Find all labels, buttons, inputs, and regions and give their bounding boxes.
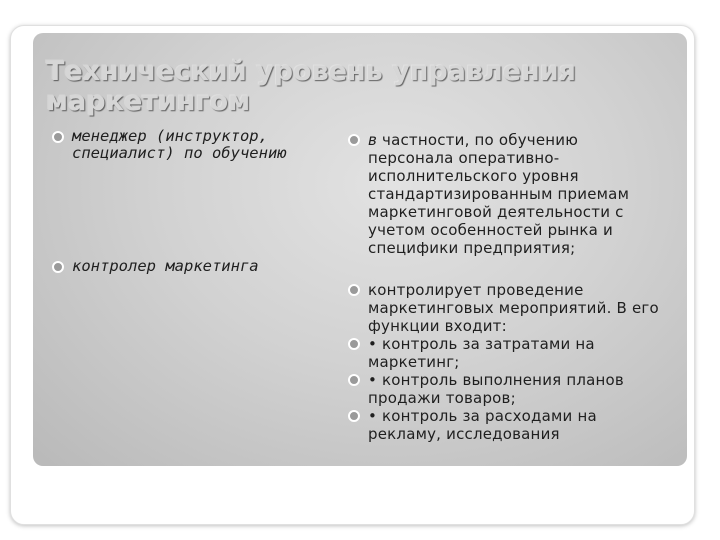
bullet-icon [52, 261, 64, 273]
bullet-icon [348, 284, 360, 296]
item-lead: в [368, 131, 378, 149]
list-item [348, 407, 668, 443]
bullet-icon [348, 134, 360, 146]
right-column [348, 131, 668, 443]
bullet-icon [348, 410, 360, 422]
list-item [52, 258, 312, 275]
list-item [348, 335, 668, 371]
role-text: контролер маркетинга [72, 257, 259, 275]
list-item [348, 371, 668, 407]
item-text: контролирует проведение маркетинговых мероприятий. В его функции входит: [368, 281, 659, 335]
list-item [348, 281, 668, 335]
item-text: • контроль за затратами на маркетинг; [368, 335, 595, 371]
item-text: частности, по обучению персонала оперативно-исполнительского уровня стандартизированным приемам маркетинговой деятельности с учетом особенностей рынка и специфики предприятия; [368, 131, 630, 257]
slide-title: Технический уровень управления маркетингом [46, 56, 577, 117]
bullet-icon [348, 338, 360, 350]
bullet-icon [348, 374, 360, 386]
item-text: • контроль выполнения планов продажи товаров; [368, 371, 624, 407]
role-text: менеджер (инструктор, специалист) по обучению [72, 127, 287, 162]
left-column [52, 128, 312, 275]
list-item [348, 131, 668, 281]
bullet-icon [52, 131, 64, 143]
list-item [52, 128, 312, 258]
item-text: • контроль за расходами на рекламу, исследования [368, 407, 597, 443]
